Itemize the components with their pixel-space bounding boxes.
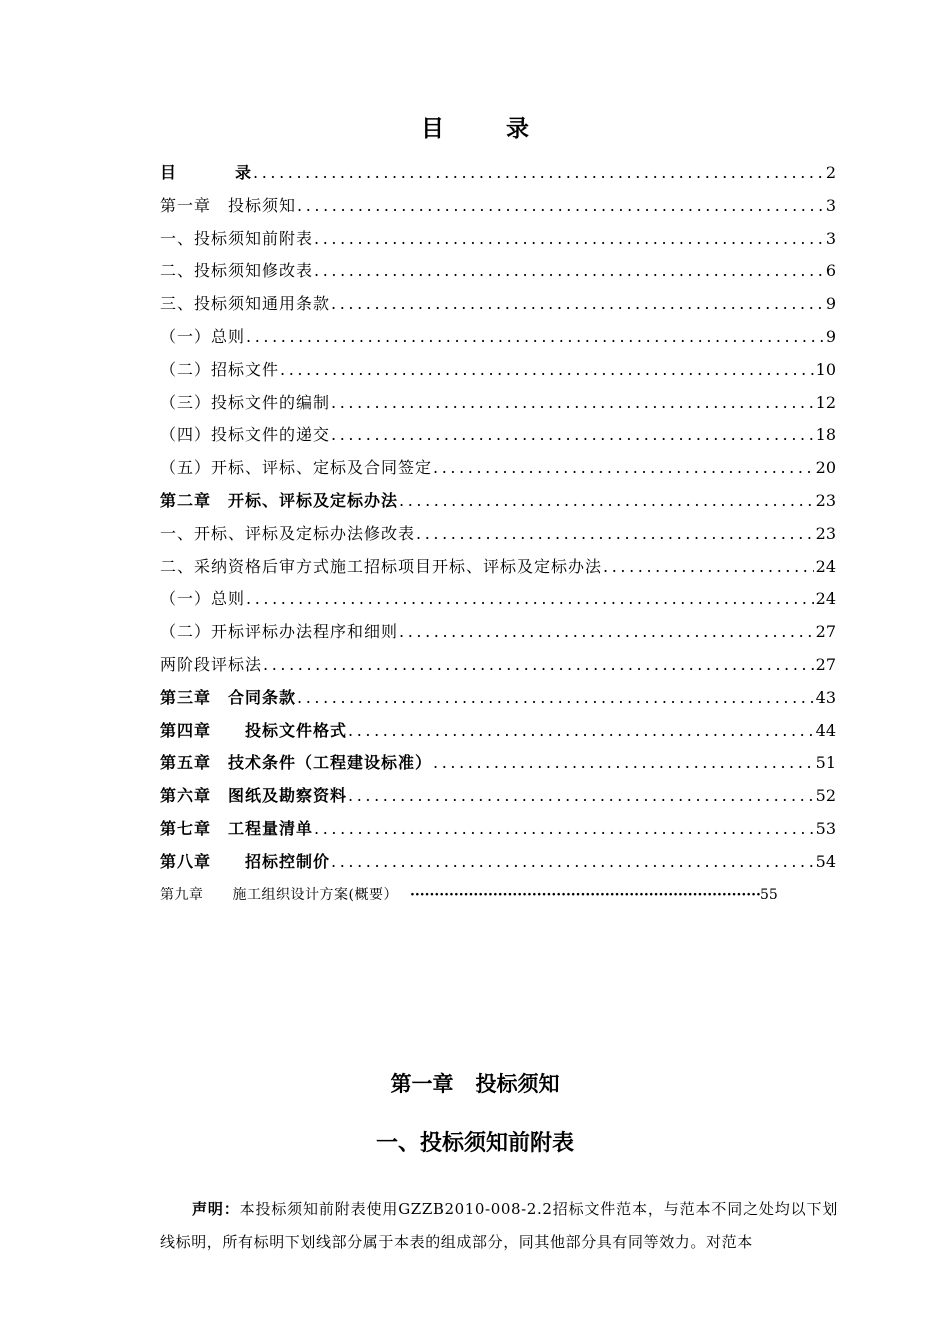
toc-page-number: 23 <box>815 523 836 543</box>
toc-entry[interactable] <box>160 649 836 682</box>
toc-entry[interactable] <box>160 190 836 223</box>
toc-page-number: 18 <box>815 425 836 445</box>
toc-entry-label: 两阶段评标法 <box>160 654 263 674</box>
toc-entry[interactable] <box>160 879 836 912</box>
toc-leader <box>348 780 814 812</box>
toc-entry[interactable] <box>160 715 836 748</box>
toc-entry-label: 第四章 投标文件格式 <box>160 720 348 740</box>
statement-paragraph <box>160 1193 838 1259</box>
toc-leader <box>433 452 814 484</box>
toc-leader <box>399 485 814 517</box>
toc-entry[interactable] <box>160 387 836 420</box>
toc-leader <box>331 288 824 320</box>
chapter-title: 投标须知 <box>475 1072 560 1096</box>
toc-entry[interactable] <box>160 452 836 485</box>
toc-entry[interactable] <box>160 813 836 846</box>
toc-entry-label: （二）招标文件 <box>160 359 280 379</box>
toc-page-number: 6 <box>825 261 836 281</box>
toc-entry[interactable] <box>160 780 836 813</box>
toc-page-number: 55 <box>759 886 778 903</box>
toc-page-number: 20 <box>815 458 836 478</box>
toc-page-number: 24 <box>815 589 836 609</box>
toc-leader <box>246 583 814 615</box>
toc-entry[interactable] <box>160 354 836 387</box>
toc-entry[interactable] <box>160 223 836 256</box>
toc-leader <box>416 518 814 550</box>
toc-entry-label: 第二章 开标、评标及定标办法 <box>160 490 399 510</box>
toc-entry[interactable] <box>160 288 836 321</box>
toc-leader <box>433 747 814 779</box>
toc-leader <box>246 321 824 353</box>
toc-entry-label: 一、开标、评标及定标办法修改表 <box>160 523 416 543</box>
toc-leader <box>253 157 824 189</box>
statement-lead: 声明： <box>192 1200 240 1218</box>
toc-page-number: 12 <box>815 392 836 412</box>
toc-leader <box>314 255 824 287</box>
toc-entry[interactable] <box>160 682 836 715</box>
toc-entry[interactable] <box>160 551 836 584</box>
toc-entry-label: 第六章 图纸及勘察资料 <box>160 786 348 806</box>
toc-entry-label: （四）投标文件的递交 <box>160 425 331 445</box>
toc-entry-label: （五）开标、评标、定标及合同签定 <box>160 458 433 478</box>
toc-entry-label: 一、投标须知前附表 <box>160 228 314 248</box>
toc-page-number: 52 <box>815 786 836 806</box>
toc-entry-label: 二、投标须知修改表 <box>160 261 314 281</box>
toc-entry[interactable] <box>160 157 836 190</box>
toc-leader <box>331 419 814 451</box>
toc-leader <box>297 190 824 222</box>
toc-list <box>160 157 836 911</box>
toc-page-number: 10 <box>815 359 836 379</box>
toc-entry-label: （三）投标文件的编制 <box>160 392 331 412</box>
toc-entry[interactable] <box>160 518 836 551</box>
toc-page-number: 43 <box>815 687 836 707</box>
toc-entry[interactable] <box>160 846 836 879</box>
toc-leader <box>348 715 814 747</box>
toc-entry-label: （一）总则 <box>160 326 246 346</box>
toc-entry-label: 第五章 技术条件（工程建设标准） <box>160 753 433 773</box>
chapter-heading <box>0 1068 950 1098</box>
toc-leader <box>314 223 824 255</box>
toc-page-number: 2 <box>825 163 836 182</box>
toc-entry[interactable] <box>160 747 836 780</box>
toc-entry[interactable] <box>160 419 836 452</box>
toc-page-number: 27 <box>815 654 836 674</box>
toc-title <box>0 110 950 143</box>
toc-leader <box>331 846 814 878</box>
toc-page-number: 54 <box>815 851 836 871</box>
toc-page-number: 9 <box>825 326 836 346</box>
toc-page-number: 3 <box>825 195 836 215</box>
toc-leader <box>297 682 814 714</box>
toc-leader <box>331 387 814 419</box>
toc-page-number: 53 <box>815 818 836 838</box>
toc-entry[interactable] <box>160 616 836 649</box>
toc-entry-label: 第八章 招标控制价 <box>160 851 331 871</box>
toc-page-number: 3 <box>825 228 836 248</box>
toc-page-number: 44 <box>815 720 836 740</box>
chapter-number: 第一章 <box>390 1072 454 1096</box>
toc-entry-label: 第一章 投标须知 <box>160 195 297 215</box>
toc-page-number: 24 <box>815 556 836 576</box>
toc-entry-label: （二）开标评标办法程序和细则 <box>160 622 399 642</box>
toc-page-number: 9 <box>825 294 836 314</box>
toc-entry-label: 第三章 合同条款 <box>160 687 297 707</box>
toc-entry-label: （一）总则 <box>160 589 246 609</box>
statement-body: 本投标须知前附表使用GZZB2010-008-2.2招标文件范本，与范本不同之处均以下划线标明，所有标明下划线部分属于本表的组成部分，同其他部分具有同等效力。对范本 <box>160 1200 838 1251</box>
toc-leader <box>399 616 814 648</box>
toc-title-right: 录 <box>506 116 529 142</box>
toc-entry-label: 目 录 <box>160 163 253 182</box>
toc-entry[interactable] <box>160 583 836 616</box>
toc-page-number: 27 <box>815 622 836 642</box>
toc-page-number: 23 <box>815 490 836 510</box>
toc-entry-label: 二、采纳资格后审方式施工招标项目开标、评标及定标办法 <box>160 556 603 576</box>
toc-page-number: 51 <box>815 753 836 773</box>
toc-entry[interactable] <box>160 321 836 354</box>
toc-entry[interactable] <box>160 255 836 288</box>
toc-entry-label: 第九章 施工组织设计方案(概要） <box>160 886 398 903</box>
section-heading: 一、投标须知前附表 <box>375 1131 574 1156</box>
toc-leader <box>314 813 814 845</box>
toc-entry-label: 三、投标须知通用条款 <box>160 294 331 314</box>
toc-leader <box>603 551 814 583</box>
toc-entry[interactable] <box>160 485 836 518</box>
toc-leader <box>410 879 760 911</box>
toc-leader <box>280 354 814 386</box>
toc-title-left: 目 <box>421 116 444 142</box>
toc-entry-label: 第七章 工程量清单 <box>160 818 314 838</box>
toc-leader <box>263 649 814 681</box>
